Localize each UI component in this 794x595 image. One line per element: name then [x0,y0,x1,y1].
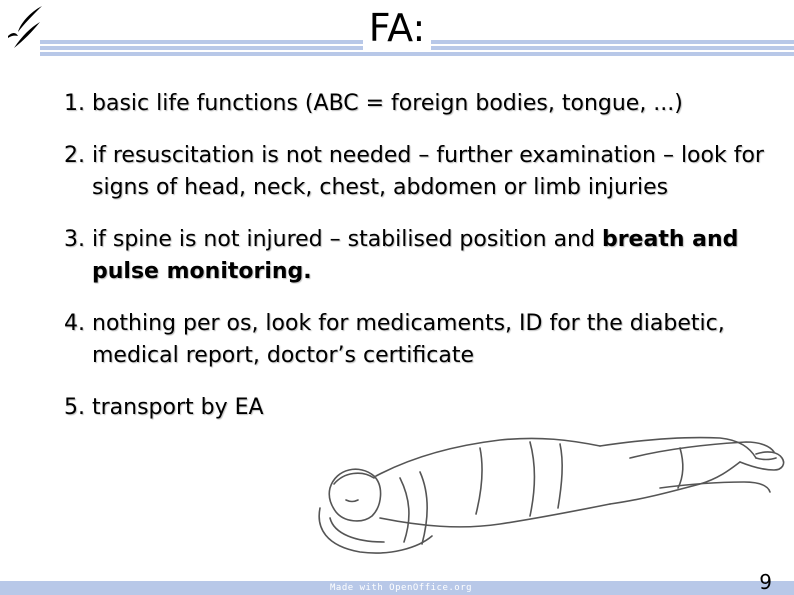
page-number: 9 [759,570,772,594]
list-item-text: transport by EA [92,395,264,420]
slide-title: FA: [0,4,794,52]
list-item [64,88,774,120]
list-item-number: 2. [64,143,85,168]
list-item-text: if resuscitation is not needed – further examination – look for signs of head, neck, chest, abdomen or limb injuries [92,143,764,200]
list-item-bold-text: breath and pulse monitoring. [92,227,739,284]
list-item-text: if spine is not injured – stabilised position and [92,227,602,252]
list-item-text: basic life functions (ABC = foreign bodies, tongue, ...) [92,91,683,116]
footer-credit: Made with OpenOffice.org [330,583,473,593]
list-item-number: 3. [64,227,85,252]
recovery-position-illustration [300,418,794,580]
list-item [64,140,774,204]
list-item-number: 4. [64,311,85,336]
list-item [64,224,774,288]
list-item [64,308,774,372]
list-item-text: nothing per os, look for medicaments, ID for the diabetic, medical report, doctor’s certificate [92,311,725,368]
list-item-number: 5. [64,395,85,420]
slide-content [64,88,774,444]
list-item-number: 1. [64,91,85,116]
